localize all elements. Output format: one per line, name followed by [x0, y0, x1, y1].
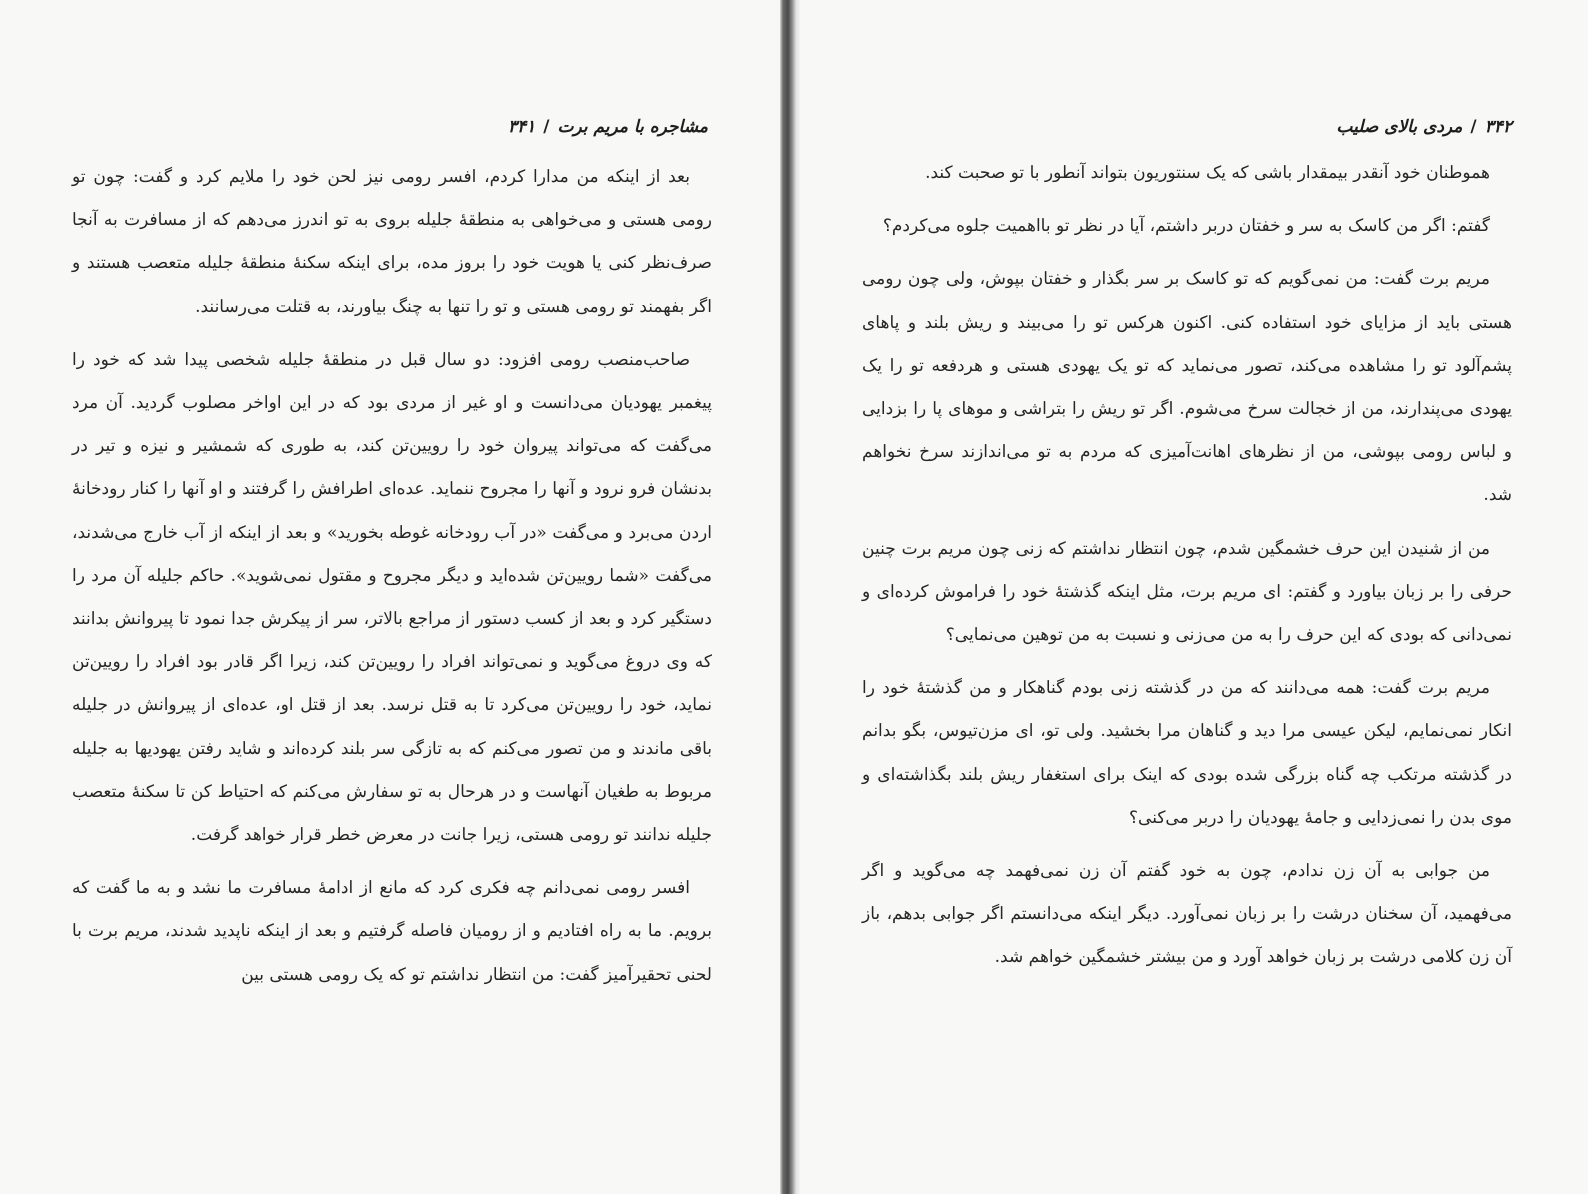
book-title: مردی بالای صلیب [1336, 117, 1463, 137]
chapter-title: مشاجره با مریم برت [557, 117, 708, 137]
paragraph: هموطنان خود آنقدر بیمقدار باشی که یک سنتوریون بتواند آنطور با تو صحبت کند. [925, 163, 1490, 183]
paragraph: مریم برت گفت: همه می‌دانند که من در گذشته زنی بودم گناهکار و من گذشتهٔ خود را انکار نمی‌نمایم، لیکن عیسی مرا دید و گناهان مرا بخشید. ولی تو، ای مزن‌تیوس، بگو بدانم در گذشته مرتکب چه گناه بزرگی شده بودی که اینک برای استغفار ریش بلند بگذاشته‌ای و موی بدن را نمی‌زدایی و جامهٔ یهودیان را دربر می‌کنی؟ [862, 678, 1512, 828]
paragraph: صاحب‌منصب رومی افزود: دو سال قبل در منطقهٔ جلیله شخصی پیدا شد که خود را پیغمبر یهودیان می‌دانست و او غیر از مردی بود که در این اواخر مصلوب گردید. آن مرد می‌گفت که می‌تواند پیروان خود را رویین‌تن کند، به طوری که شمشیر و نیزه و تیر در بدنشان فرو نرود و آنها را مجروح ننماید. عده‌ای اطرافش را گرفتند و او آنها را کنار رودخانهٔ اردن می‌برد و می‌گفت «در آب رودخانه غوطه بخورید» و بعد از اینکه از آب خارج می‌شدند، می‌گفت «شما رویین‌تن شده‌اید و دیگر مجروح و مقتول نمی‌شوید». حاکم جلیله آن مرد را دستگیر کرد و بعد از کسب دستور از مراجع بالاتر، سر از پیکرش جدا نمود تا پیروانش بدانند که وی دروغ می‌گوید و نمی‌تواند افراد را رویین‌تن کند، زیرا اگر قادر بود افراد را رویین‌تن نماید، خود را رویین‌تن می‌کرد تا به قتل نرسد. بعد از قتل او، عده‌ای از پیروانش در جلیله باقی ماندند و من تصور می‌کنم که به تازگی سر بلند کرده‌اند و شاید رفتن یهودیها به جلیله مربوط به طغیان آنهاست و در هرحال به تو سفارش می‌کنم که احتیاط کن تا سکنهٔ متعصب جلیله ندانند تو رومی هستی، زیرا جانت در معرض خطر قرار خواهد گرفت. [72, 349, 712, 846]
header-separator: / [1470, 117, 1477, 137]
running-header-right [1336, 112, 1512, 142]
running-header-left [508, 112, 708, 142]
page-number: ۳۴۲ [1484, 117, 1512, 137]
page-number: ۳۴۱ [507, 117, 536, 137]
header-separator: / [543, 117, 550, 137]
right-page [800, 0, 1588, 1194]
paragraph: مریم برت گفت: من نمی‌گویم که تو کاسک بر سر بگذار و خفتان بپوش، ولی چون رومی هستی باید از مزایای خود استفاده کنی. اکنون هرکس تو را می‌بیند و ریش بلند و پاهای پشم‌آلود تو را مشاهده می‌کند، تصور می‌نماید که تو یک یهودی هستی و هردفعه تو را یک یهودی می‌پندارند، من از خجالت سرخ می‌شوم. اگر تو ریش را بتراشی و موهای پا را بزدایی و لباس رومی بپوشی، من از نظرهای اهانت‌آمیزی که مردم به تو می‌اندازند سرخ نخواهم شد. [862, 269, 1512, 506]
left-page [0, 0, 780, 1194]
paragraph: گفتم: اگر من کاسک به سر و خفتان دربر داشتم، آیا در نظر تو بااهمیت جلوه می‌کردم؟ [882, 216, 1490, 237]
book-spine [780, 0, 800, 1194]
body-text-left [72, 156, 712, 1007]
paragraph: من از شنیدن این حرف خشمگین شدم، چون انتظار نداشتم که زنی چون مریم برت چنین حرفی را بر زبان بیاورد و گفتم: ای مریم برت، مثل اینکه گذشتهٔ خود را فراموش کرده‌ای و نمی‌دانی که بودی که این حرف را به من می‌زنی و نسبت به من توهین می‌نمایی؟ [862, 538, 1512, 646]
paragraph: بعد از اینکه من مدارا کردم، افسر رومی نیز لحن خود را ملایم کرد و گفت: چون تو رومی هستی و می‌خواهی به منطقهٔ جلیله بروی به تو اندرز می‌دهم که از مسافرت به آنجا صرف‌نظر کنی یا هویت خود را بروز مده، برای اینکه سکنهٔ منطقهٔ جلیله متعصب هستند و اگر بفهمند تو رومی هستی و تو را تنها به چنگ بیاورند، به قتلت می‌رسانند. [72, 167, 712, 317]
paragraph: افسر رومی نمی‌دانم چه فکری کرد که مانع از ادامهٔ مسافرت ما نشد و به ما گفت که برویم. ما به راه افتادیم و از رومیان فاصله گرفتیم و بعد از اینکه ناپدید شدند، مریم برت با لحنی تحقیرآمیز گفت: من انتظار نداشتم تو که یک رومی هستی بین [72, 878, 712, 985]
body-text-right [862, 152, 1512, 990]
paragraph: من جوابی به آن زن ندادم، چون به خود گفتم آن زن نمی‌فهمد چه می‌گوید و اگر می‌فهمید، آن سخنان درشت را بر زبان نمی‌آورد. دیگر اینکه می‌دانستم اگر جوابی بدهم، باز آن زن کلامی درشت بر زبان خواهد آورد و من بیشتر خشمگین خواهم شد. [862, 861, 1512, 968]
